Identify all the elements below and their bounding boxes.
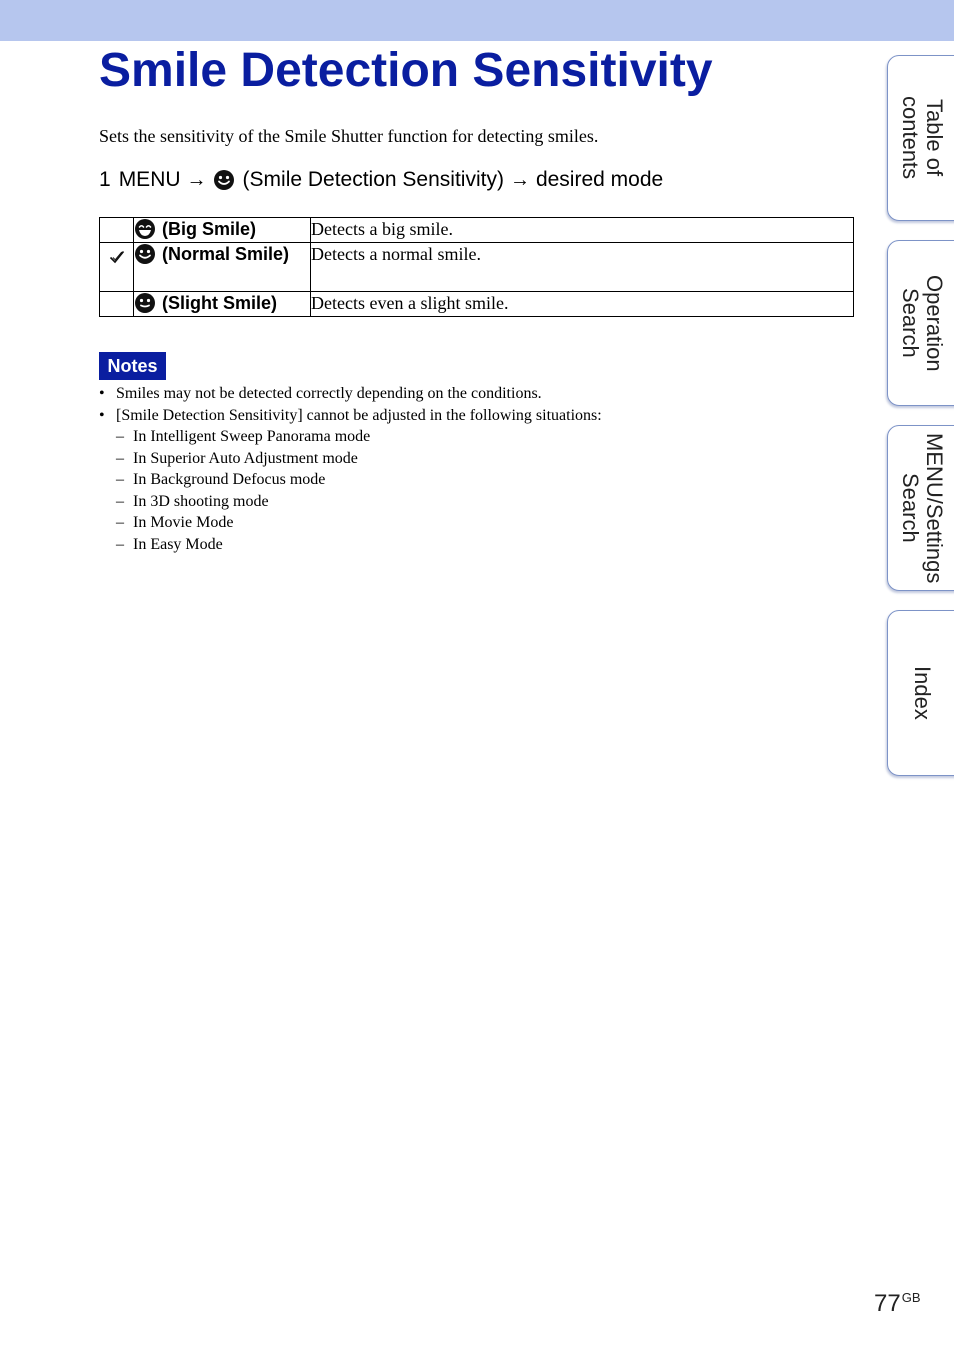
big-smile-icon bbox=[134, 218, 156, 240]
menu-label: MENU bbox=[118, 168, 181, 191]
tab-menu-settings-search[interactable] bbox=[887, 425, 954, 591]
mode-label: (Slight Smile) bbox=[162, 293, 278, 313]
list-item: – In Intelligent Sweep Panorama mode bbox=[116, 428, 371, 445]
tab-label: MENU/Settings Search bbox=[898, 432, 947, 584]
table-row bbox=[100, 292, 854, 317]
mode-cell bbox=[134, 292, 311, 317]
top-band bbox=[0, 0, 954, 41]
list-item: – In Superior Auto Adjustment mode bbox=[116, 449, 358, 467]
situations-list bbox=[99, 426, 839, 555]
target-label: desired mode bbox=[535, 168, 664, 191]
page-title: Smile Detection Sensitivity bbox=[99, 44, 713, 97]
normal-smile-icon bbox=[134, 243, 156, 265]
notes-list bbox=[99, 383, 839, 555]
mode-cell bbox=[134, 243, 311, 292]
step-number: 1 bbox=[99, 168, 111, 191]
tab-label: Operation Search bbox=[898, 274, 947, 372]
list-item: • [Smile Detection Sensitivity] cannot be adjusted in the following situations: – In Intelligent Sweep Panorama mode – In Superior Auto Adjustment mode – In Background Defocus mode – In 3D shooting mode – In Movie Mode – In Easy Mode bbox=[99, 405, 839, 556]
tab-label: Table of contents bbox=[898, 96, 947, 180]
slight-smile-icon bbox=[134, 292, 156, 314]
mode-description: Detects a big smile. bbox=[311, 218, 854, 243]
tab-table-of-contents[interactable] bbox=[887, 55, 954, 221]
mode-description: Detects a normal smile. bbox=[311, 243, 854, 292]
list-item: – In Easy Mode bbox=[116, 535, 223, 553]
tab-label: Index bbox=[910, 666, 935, 720]
intro-text: Sets the sensitivity of the Smile Shutter function for detecting smiles. bbox=[99, 126, 599, 146]
mode-label: (Big Smile) bbox=[162, 219, 257, 239]
check-cell bbox=[100, 218, 134, 243]
mode-cell bbox=[134, 218, 311, 243]
list-item: – In Movie Mode bbox=[116, 514, 234, 531]
notes-heading: Notes bbox=[99, 352, 166, 380]
step-instruction bbox=[99, 165, 663, 195]
table-row bbox=[100, 243, 854, 292]
check-cell bbox=[100, 292, 134, 317]
list-item: • Smiles may not be detected correctly depending on the conditions. bbox=[99, 385, 542, 402]
arrow-icon: → bbox=[186, 169, 207, 191]
table-row bbox=[100, 218, 854, 243]
list-item: – In Background Defocus mode bbox=[116, 471, 326, 488]
arrow-icon: → bbox=[509, 169, 530, 191]
menu-item-label: (Smile Detection Sensitivity) bbox=[242, 168, 504, 191]
check-cell bbox=[100, 243, 134, 292]
checkmark-icon bbox=[109, 250, 125, 264]
page-number: $77^{GB}$ bbox=[874, 1290, 921, 1317]
smile-detection-icon bbox=[213, 169, 235, 191]
modes-table bbox=[99, 217, 854, 317]
mode-label: (Normal Smile) bbox=[162, 244, 290, 264]
list-item: – In 3D shooting mode bbox=[116, 492, 269, 510]
tab-index[interactable] bbox=[887, 610, 954, 776]
tab-operation-search[interactable] bbox=[887, 240, 954, 406]
page-suffix: GB bbox=[901, 1290, 921, 1305]
mode-description: Detects even a slight smile. bbox=[311, 292, 854, 317]
